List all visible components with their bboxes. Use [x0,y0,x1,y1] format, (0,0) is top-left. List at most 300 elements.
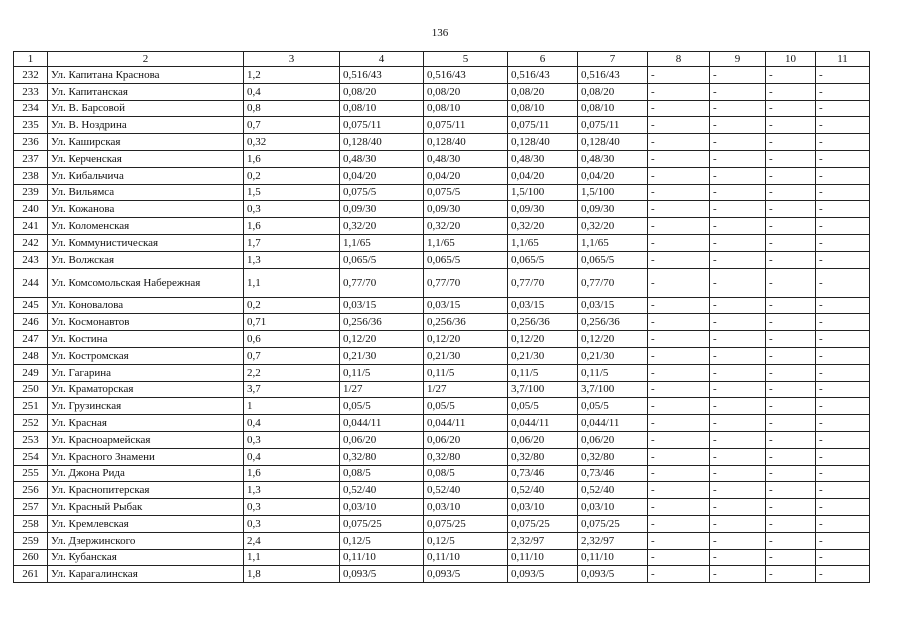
table-cell: 0,06/20 [340,431,424,448]
table-cell: - [816,117,870,134]
table-cell: - [710,218,766,235]
table-cell: 0,08/5 [340,465,424,482]
table-row [14,184,870,201]
table-cell: - [766,184,816,201]
table-cell: - [648,515,710,532]
table-cell: - [766,218,816,235]
table-cell: 1,5/100 [508,184,578,201]
table-cell: - [648,532,710,549]
table-cell: 258 [14,515,48,532]
table-cell: 0,065/5 [340,251,424,268]
table-cell: - [648,150,710,167]
table-cell: - [648,465,710,482]
table-cell: - [766,448,816,465]
table-cell: - [710,150,766,167]
table-cell: - [648,234,710,251]
table-cell: - [648,117,710,134]
table-cell: - [710,134,766,151]
table-cell: - [648,184,710,201]
table-cell: - [816,268,870,297]
table-cell: - [710,100,766,117]
table-cell: 0,52/40 [424,482,508,499]
table-cell: - [766,398,816,415]
table-cell: Ул. Кибальчича [48,167,244,184]
table-cell: 0,11/5 [424,364,508,381]
table-cell: - [648,167,710,184]
table-cell: 0,044/11 [578,415,648,432]
table-cell: - [766,201,816,218]
table-cell: 248 [14,347,48,364]
table-cell: 3,7 [244,381,340,398]
table-cell: 3,7/100 [508,381,578,398]
table-cell: 250 [14,381,48,398]
table-cell: 0,04/20 [340,167,424,184]
table-cell: 238 [14,167,48,184]
table-cell: 0,7 [244,347,340,364]
table-cell: 2,2 [244,364,340,381]
table-cell: Ул. Грузинская [48,398,244,415]
table-cell: 0,128/40 [508,134,578,151]
table-row [14,381,870,398]
table-row [14,398,870,415]
table-cell: Ул. Карагалинская [48,566,244,583]
table-cell: - [816,499,870,516]
table-cell: 261 [14,566,48,583]
table-row [14,218,870,235]
table-cell: - [766,268,816,297]
table-cell: 1,1 [244,268,340,297]
table-cell: 0,2 [244,297,340,314]
table-cell: 3,7/100 [578,381,648,398]
table-cell: 236 [14,134,48,151]
table-cell: Ул. Кубанская [48,549,244,566]
table-row [14,150,870,167]
table-cell: - [816,532,870,549]
table-cell: Ул. Красный Рыбак [48,499,244,516]
table-row [14,297,870,314]
table-cell: Ул. Красная [48,415,244,432]
table-row [14,515,870,532]
table-cell: 0,32/20 [424,218,508,235]
table-cell: 0,3 [244,515,340,532]
table-cell: - [710,415,766,432]
table-cell: - [816,150,870,167]
table-cell: - [816,398,870,415]
table-cell: 1,2 [244,67,340,84]
table-row [14,549,870,566]
table-cell: - [816,167,870,184]
table-cell: 0,32/80 [424,448,508,465]
header-row [14,52,870,67]
table-cell: 0,128/40 [340,134,424,151]
table-cell: 232 [14,67,48,84]
table-cell: - [766,134,816,151]
table-cell: - [766,83,816,100]
table-cell: Ул. Гагарина [48,364,244,381]
table-cell: - [766,431,816,448]
table-cell: 0,256/36 [340,314,424,331]
table-body [14,67,870,583]
table-cell: 0,04/20 [424,167,508,184]
table-cell: Ул. В. Барсовой [48,100,244,117]
table-cell: 1,3 [244,482,340,499]
table-cell: Ул. Каширская [48,134,244,151]
table-cell: - [816,415,870,432]
table-cell: 0,065/5 [578,251,648,268]
table-row [14,566,870,583]
column-header: 2 [48,52,244,67]
table-cell: 0,4 [244,415,340,432]
table-cell: 0,52/40 [340,482,424,499]
table-cell: 0,08/10 [578,100,648,117]
table-cell: Ул. Кожанова [48,201,244,218]
table-row [14,234,870,251]
table-cell: - [648,268,710,297]
table-cell: - [766,415,816,432]
table-row [14,201,870,218]
table-cell: - [710,549,766,566]
table-row [14,465,870,482]
table-cell: - [648,448,710,465]
table-cell: Ул. Костромская [48,347,244,364]
table-cell: - [816,431,870,448]
table-cell: - [766,314,816,331]
table-cell: 0,11/10 [424,549,508,566]
table-cell: 0,32/20 [578,218,648,235]
table-row [14,499,870,516]
table-cell: - [766,347,816,364]
table-cell: 1/27 [340,381,424,398]
table-cell: 1,6 [244,150,340,167]
table-cell: - [648,381,710,398]
table-cell: - [710,184,766,201]
table-cell: 0,05/5 [424,398,508,415]
table-cell: - [766,482,816,499]
column-header: 4 [340,52,424,67]
table-cell: - [816,251,870,268]
table-cell: 0,12/20 [340,331,424,348]
table-cell: Ул. В. Ноздрина [48,117,244,134]
table-cell: - [816,515,870,532]
table-cell: 0,093/5 [578,566,648,583]
table-cell: - [816,67,870,84]
table-cell: - [766,499,816,516]
table-cell: 0,03/15 [340,297,424,314]
table-cell: - [766,381,816,398]
table-cell: - [766,234,816,251]
table-cell: - [710,251,766,268]
table-cell: - [710,431,766,448]
table-cell: - [816,100,870,117]
table-cell: 0,77/70 [508,268,578,297]
table-cell: Ул. Волжская [48,251,244,268]
table-cell: 1,6 [244,218,340,235]
table-cell: 1,5 [244,184,340,201]
table-cell: 259 [14,532,48,549]
table-row [14,415,870,432]
table-cell: 0,03/10 [340,499,424,516]
table-cell: 0,075/11 [424,117,508,134]
table-cell: - [648,83,710,100]
table-cell: 253 [14,431,48,448]
table-cell: - [710,297,766,314]
table-row [14,331,870,348]
table-cell: - [710,167,766,184]
table-cell: - [816,234,870,251]
table-cell: 247 [14,331,48,348]
table-cell: 0,71 [244,314,340,331]
table-cell: 0,48/30 [340,150,424,167]
table-cell: 0,77/70 [340,268,424,297]
table-cell: 0,08/10 [508,100,578,117]
table-cell: 254 [14,448,48,465]
table-cell: 0,516/43 [424,67,508,84]
table-cell: - [766,167,816,184]
table-cell: - [816,448,870,465]
table-row [14,167,870,184]
table-cell: 0,044/11 [424,415,508,432]
table-cell: 0,03/10 [508,499,578,516]
table-cell: - [710,566,766,583]
table-row [14,431,870,448]
table-cell: Ул. Красноармейская [48,431,244,448]
table-cell: - [710,482,766,499]
table-cell: - [648,431,710,448]
column-header: 8 [648,52,710,67]
table-cell: - [816,134,870,151]
table-cell: - [710,515,766,532]
table-cell: 0,093/5 [424,566,508,583]
table-cell: Ул. Коновалова [48,297,244,314]
table-cell: - [648,499,710,516]
table-cell: 241 [14,218,48,235]
table-cell: 0,256/36 [578,314,648,331]
table-cell: 0,09/30 [578,201,648,218]
table-cell: 0,05/5 [578,398,648,415]
table-cell: 0,21/30 [424,347,508,364]
table-cell: - [816,83,870,100]
table-cell: - [648,331,710,348]
table-cell: - [766,117,816,134]
table-cell: 0,03/15 [578,297,648,314]
table-cell: 0,256/36 [508,314,578,331]
table-cell: 0,12/20 [578,331,648,348]
table-cell: - [816,201,870,218]
table-cell: - [816,381,870,398]
table-cell: 0,04/20 [578,167,648,184]
table-cell: 0,075/11 [578,117,648,134]
table-cell: - [710,117,766,134]
table-cell: 0,77/70 [578,268,648,297]
table-cell: 0,4 [244,83,340,100]
table-cell: 0,06/20 [578,431,648,448]
table-cell: 0,08/10 [340,100,424,117]
table-cell: 246 [14,314,48,331]
table-cell: - [710,448,766,465]
table-cell: Ул. Красного Знамени [48,448,244,465]
table-cell: 1,7 [244,234,340,251]
table-cell: 0,06/20 [508,431,578,448]
table-cell: 0,03/10 [578,499,648,516]
table-cell: 0,09/30 [340,201,424,218]
column-header: 5 [424,52,508,67]
table-cell: 0,12/20 [424,331,508,348]
table-cell: - [648,218,710,235]
table-cell: 0,21/30 [340,347,424,364]
table-cell: 0,09/30 [424,201,508,218]
table-cell: 0,73/46 [508,465,578,482]
table-cell: 0,11/10 [578,549,648,566]
table-cell: Ул. Коломенская [48,218,244,235]
table-cell: - [710,201,766,218]
table-cell: - [710,465,766,482]
table-row [14,482,870,499]
table-cell: 0,12/5 [424,532,508,549]
table-cell: - [816,184,870,201]
table-cell: 243 [14,251,48,268]
table-cell: - [648,100,710,117]
table-cell: - [648,482,710,499]
table-cell: 0,075/5 [340,184,424,201]
table-cell: - [648,347,710,364]
table-cell: Ул. Космонавтов [48,314,244,331]
table-cell: 0,08/10 [424,100,508,117]
column-header: 11 [816,52,870,67]
table-cell: 0,075/25 [424,515,508,532]
column-header: 9 [710,52,766,67]
table-cell: Ул. Капитанская [48,83,244,100]
table-cell: - [710,314,766,331]
table-cell: 252 [14,415,48,432]
table-cell: - [766,100,816,117]
table-cell: - [816,482,870,499]
table-cell: - [710,331,766,348]
table-cell: 0,12/5 [340,532,424,549]
table-cell: - [648,364,710,381]
table-cell: 0,21/30 [578,347,648,364]
table-cell: 1,1 [244,549,340,566]
table-cell: 0,044/11 [340,415,424,432]
table-cell: 0,093/5 [508,566,578,583]
table-cell: 2,32/97 [508,532,578,549]
table-cell: 255 [14,465,48,482]
table-cell: 239 [14,184,48,201]
table-cell: 0,05/5 [508,398,578,415]
table-cell: - [766,364,816,381]
table-cell: 1,6 [244,465,340,482]
table-cell: 0,32/20 [340,218,424,235]
table-cell: 0,05/5 [340,398,424,415]
table-cell: - [648,415,710,432]
table-cell: 0,03/10 [424,499,508,516]
table-cell: 251 [14,398,48,415]
table-cell: 0,04/20 [508,167,578,184]
table-cell: Ул. Капитана Краснова [48,67,244,84]
table-row [14,448,870,465]
table-cell: 1,1/65 [578,234,648,251]
table-cell: 242 [14,234,48,251]
table-cell: 0,3 [244,431,340,448]
table-cell: 0,075/25 [578,515,648,532]
table-cell: 0,09/30 [508,201,578,218]
table-cell: Ул. Комсомольская Набережная [48,268,244,297]
table-cell: 260 [14,549,48,566]
table-cell: 0,2 [244,167,340,184]
table-row [14,347,870,364]
table-cell: - [816,314,870,331]
table-cell: 0,11/10 [508,549,578,566]
table-cell: 0,044/11 [508,415,578,432]
table-cell: 235 [14,117,48,134]
table-cell: - [816,297,870,314]
table-cell: 1,8 [244,566,340,583]
table-cell: 0,32/80 [578,448,648,465]
table-row [14,251,870,268]
table-cell: 0,065/5 [508,251,578,268]
page-number: 136 [431,27,449,39]
table-cell: - [766,465,816,482]
table-row [14,364,870,381]
table-cell: 0,4 [244,448,340,465]
table-row [14,100,870,117]
table-cell: 256 [14,482,48,499]
table-cell: - [648,566,710,583]
table-cell: - [816,566,870,583]
table-cell: 0,516/43 [508,67,578,84]
table-cell: - [648,134,710,151]
table-cell: 257 [14,499,48,516]
table-row [14,67,870,84]
table-cell: Ул. Керченская [48,150,244,167]
table-cell: - [710,364,766,381]
table-cell: 1,1/65 [508,234,578,251]
table-cell: 0,03/15 [424,297,508,314]
table-cell: - [710,83,766,100]
table-cell: Ул. Коммунистическая [48,234,244,251]
table-cell: 0,256/36 [424,314,508,331]
table-cell: 0,08/20 [508,83,578,100]
column-header: 1 [14,52,48,67]
table-cell: 1 [244,398,340,415]
table-cell: - [766,566,816,583]
table-cell: - [710,234,766,251]
table-cell: 237 [14,150,48,167]
table-cell: 2,32/97 [578,532,648,549]
table-cell: 0,075/11 [340,117,424,134]
table-cell: - [710,532,766,549]
table-cell: 0,093/5 [340,566,424,583]
table-cell: - [816,331,870,348]
table-cell: - [816,549,870,566]
table-cell: 0,075/25 [508,515,578,532]
column-header: 7 [578,52,648,67]
table-cell: 0,32/80 [508,448,578,465]
table-cell: 0,7 [244,117,340,134]
table-cell: 0,8 [244,100,340,117]
table-cell: 0,3 [244,499,340,516]
table-cell: - [766,251,816,268]
table-cell: 0,11/5 [340,364,424,381]
table-cell: 0,11/5 [578,364,648,381]
table-cell: 245 [14,297,48,314]
data-table [13,51,870,583]
table-cell: - [710,268,766,297]
table-cell: 0,08/20 [424,83,508,100]
table-cell: 1/27 [424,381,508,398]
table-cell: - [766,549,816,566]
table-row [14,268,870,297]
table-cell: 0,73/46 [578,465,648,482]
